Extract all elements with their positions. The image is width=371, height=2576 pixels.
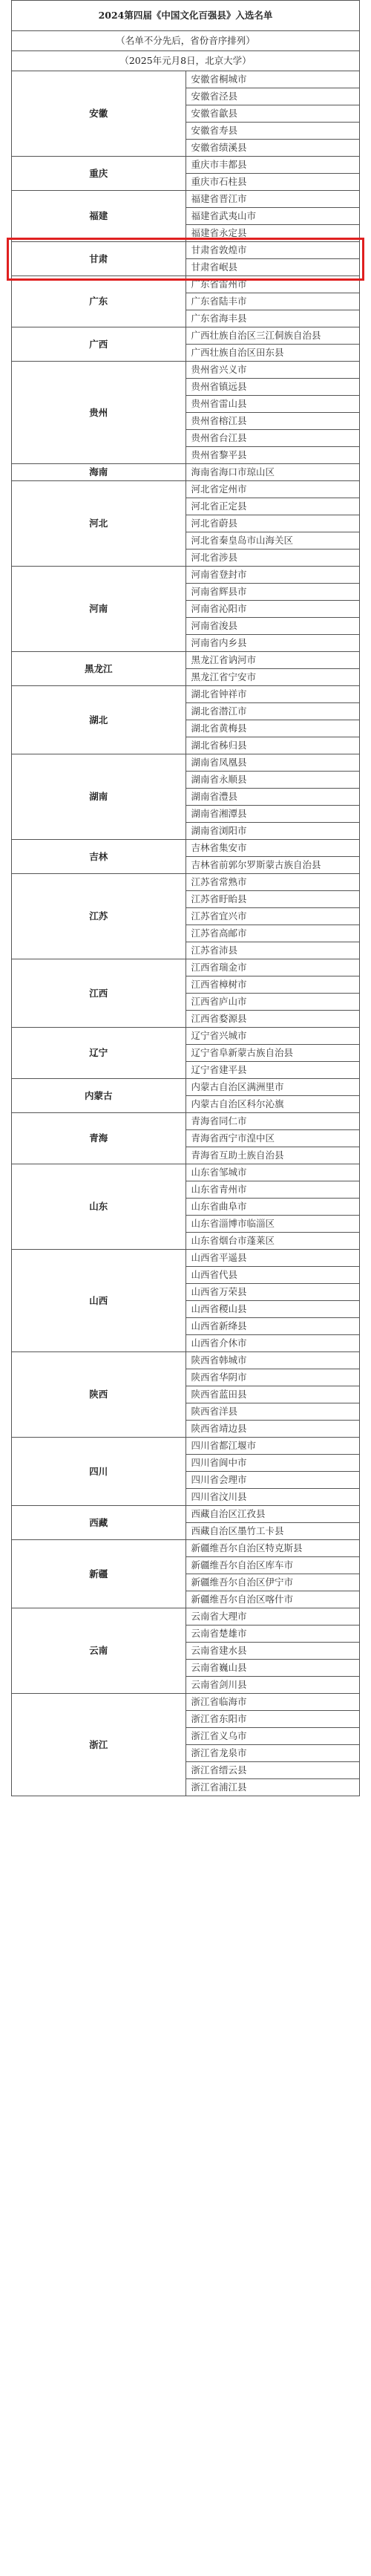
county-name: 福建省晋江市 bbox=[186, 191, 360, 208]
county-name: 浙江省浦江县 bbox=[186, 1779, 360, 1796]
county-name: 广西壮族自治区三江侗族自治县 bbox=[186, 327, 360, 345]
county-name: 陕西省靖边县 bbox=[186, 1421, 360, 1438]
county-name: 山东省淄博市临淄区 bbox=[186, 1216, 360, 1233]
county-name: 河北省涉县 bbox=[186, 550, 360, 567]
county-name: 河北省秦皇岛市山海关区 bbox=[186, 532, 360, 550]
county-row bbox=[12, 1113, 360, 1130]
county-name: 贵州省雷山县 bbox=[186, 396, 360, 413]
province-label: 重庆 bbox=[12, 157, 186, 191]
county-name: 陕西省华阴市 bbox=[186, 1369, 360, 1386]
province-label: 安徽 bbox=[12, 71, 186, 157]
county-name: 河北省正定县 bbox=[186, 498, 360, 515]
county-name: 新疆维吾尔自治区库车市 bbox=[186, 1557, 360, 1574]
county-name: 四川省都江堰市 bbox=[186, 1438, 360, 1455]
county-name: 云南省剑川县 bbox=[186, 1677, 360, 1694]
county-name: 湖南省澧县 bbox=[186, 789, 360, 806]
county-name: 贵州省黎平县 bbox=[186, 447, 360, 464]
province-label: 浙江 bbox=[12, 1694, 186, 1796]
county-row bbox=[12, 481, 360, 498]
county-name: 云南省巍山县 bbox=[186, 1660, 360, 1677]
county-name: 贵州省镇远县 bbox=[186, 379, 360, 396]
county-name: 河南省辉县市 bbox=[186, 584, 360, 601]
county-row bbox=[12, 1079, 360, 1096]
county-name: 安徽省桐城市 bbox=[186, 71, 360, 88]
note-row bbox=[12, 31, 360, 51]
province-label: 山东 bbox=[12, 1164, 186, 1250]
county-name: 河南省浚县 bbox=[186, 618, 360, 635]
county-name: 广东省陆丰市 bbox=[186, 293, 360, 310]
county-name: 安徽省寿县 bbox=[186, 123, 360, 140]
county-name: 江西省瑞金市 bbox=[186, 959, 360, 976]
county-name: 江苏省盱眙县 bbox=[186, 891, 360, 908]
ordering-note: （名单不分先后，省份音序排列） bbox=[12, 31, 360, 51]
county-name: 内蒙古自治区满洲里市 bbox=[186, 1079, 360, 1096]
county-name: 福建省永定县 bbox=[186, 225, 360, 242]
county-name: 江苏省高邮市 bbox=[186, 925, 360, 942]
province-label: 广西 bbox=[12, 327, 186, 362]
county-row bbox=[12, 959, 360, 976]
county-name: 江苏省常熟市 bbox=[186, 874, 360, 891]
county-row bbox=[12, 1438, 360, 1455]
county-row bbox=[12, 362, 360, 379]
county-row bbox=[12, 1352, 360, 1369]
province-label: 新疆 bbox=[12, 1540, 186, 1608]
province-label: 陕西 bbox=[12, 1352, 186, 1438]
county-name: 辽宁省建平县 bbox=[186, 1062, 360, 1079]
selection-list-table bbox=[11, 0, 360, 1796]
county-name: 重庆市丰都县 bbox=[186, 157, 360, 174]
county-name: 西藏自治区墨竹工卡县 bbox=[186, 1523, 360, 1540]
county-name: 湖南省永顺县 bbox=[186, 772, 360, 789]
county-name: 山东省烟台市蓬莱区 bbox=[186, 1233, 360, 1250]
county-name: 湖北省潜江市 bbox=[186, 703, 360, 720]
county-name: 青海省互助土族自治县 bbox=[186, 1147, 360, 1164]
county-name: 广西壮族自治区田东县 bbox=[186, 345, 360, 362]
county-name: 辽宁省兴城市 bbox=[186, 1028, 360, 1045]
county-name: 河南省沁阳市 bbox=[186, 601, 360, 618]
province-label: 云南 bbox=[12, 1608, 186, 1694]
county-name: 浙江省临海市 bbox=[186, 1694, 360, 1711]
county-name: 河南省内乡县 bbox=[186, 635, 360, 652]
county-name: 广东省海丰县 bbox=[186, 310, 360, 327]
county-name: 湖北省秭归县 bbox=[186, 737, 360, 754]
county-name: 山东省邹城市 bbox=[186, 1164, 360, 1181]
county-name: 湖南省凤凰县 bbox=[186, 754, 360, 772]
county-name: 山西省新绛县 bbox=[186, 1318, 360, 1335]
county-row bbox=[12, 242, 360, 259]
county-row bbox=[12, 71, 360, 88]
date-row bbox=[12, 51, 360, 71]
county-row bbox=[12, 1608, 360, 1626]
county-row bbox=[12, 686, 360, 703]
document-title: 2024第四届《中国文化百强县》入选名单 bbox=[12, 1, 360, 31]
county-name: 湖北省黄梅县 bbox=[186, 720, 360, 737]
county-name: 湖南省湘潭县 bbox=[186, 806, 360, 823]
province-label: 内蒙古 bbox=[12, 1079, 186, 1113]
county-name: 黑龙江省讷河市 bbox=[186, 652, 360, 669]
county-name: 陕西省洋县 bbox=[186, 1403, 360, 1421]
province-label: 辽宁 bbox=[12, 1028, 186, 1079]
county-name: 吉林省集安市 bbox=[186, 840, 360, 857]
county-name: 河北省蔚县 bbox=[186, 515, 360, 532]
county-row bbox=[12, 1250, 360, 1267]
county-name: 江苏省沛县 bbox=[186, 942, 360, 959]
county-row bbox=[12, 276, 360, 293]
county-name: 重庆市石柱县 bbox=[186, 174, 360, 191]
county-name: 四川省汶川县 bbox=[186, 1489, 360, 1506]
county-name: 安徽省绩溪县 bbox=[186, 140, 360, 157]
province-label: 河北 bbox=[12, 481, 186, 567]
county-name: 吉林省前郭尔罗斯蒙古族自治县 bbox=[186, 857, 360, 874]
county-name: 内蒙古自治区科尔沁旗 bbox=[186, 1096, 360, 1113]
province-label: 西藏 bbox=[12, 1506, 186, 1540]
county-name: 浙江省龙泉市 bbox=[186, 1745, 360, 1762]
county-row bbox=[12, 754, 360, 772]
province-label: 江苏 bbox=[12, 874, 186, 959]
county-name: 河南省登封市 bbox=[186, 567, 360, 584]
county-row bbox=[12, 191, 360, 208]
county-name: 青海省西宁市湟中区 bbox=[186, 1130, 360, 1147]
county-row bbox=[12, 327, 360, 345]
county-name: 安徽省歙县 bbox=[186, 105, 360, 123]
county-name: 陕西省蓝田县 bbox=[186, 1386, 360, 1403]
county-name: 甘肃省敦煌市 bbox=[186, 242, 360, 259]
county-name: 江西省樟树市 bbox=[186, 976, 360, 994]
county-name: 山东省青州市 bbox=[186, 1181, 360, 1199]
province-label: 甘肃 bbox=[12, 242, 186, 276]
county-name: 甘肃省岷县 bbox=[186, 259, 360, 276]
county-name: 四川省阆中市 bbox=[186, 1455, 360, 1472]
county-name: 海南省海口市琼山区 bbox=[186, 464, 360, 481]
county-row bbox=[12, 874, 360, 891]
county-name: 新疆维吾尔自治区伊宁市 bbox=[186, 1574, 360, 1591]
county-row bbox=[12, 840, 360, 857]
county-row bbox=[12, 1540, 360, 1557]
county-name: 贵州省兴义市 bbox=[186, 362, 360, 379]
county-name: 浙江省东阳市 bbox=[186, 1711, 360, 1728]
province-label: 福建 bbox=[12, 191, 186, 242]
county-name: 安徽省泾县 bbox=[186, 88, 360, 105]
county-name: 云南省建水县 bbox=[186, 1643, 360, 1660]
county-name: 广东省雷州市 bbox=[186, 276, 360, 293]
county-name: 云南省大理市 bbox=[186, 1608, 360, 1626]
county-name: 浙江省缙云县 bbox=[186, 1762, 360, 1779]
county-name: 山东省曲阜市 bbox=[186, 1199, 360, 1216]
province-label: 海南 bbox=[12, 464, 186, 481]
county-name: 新疆维吾尔自治区喀什市 bbox=[186, 1591, 360, 1608]
province-label: 湖南 bbox=[12, 754, 186, 840]
county-name: 新疆维吾尔自治区特克斯县 bbox=[186, 1540, 360, 1557]
county-name: 山西省平遥县 bbox=[186, 1250, 360, 1267]
county-row bbox=[12, 1028, 360, 1045]
county-row bbox=[12, 157, 360, 174]
province-label: 河南 bbox=[12, 567, 186, 652]
county-name: 江西省庐山市 bbox=[186, 994, 360, 1011]
county-name: 江苏省宜兴市 bbox=[186, 908, 360, 925]
province-label: 黑龙江 bbox=[12, 652, 186, 686]
county-name: 福建省武夷山市 bbox=[186, 208, 360, 225]
province-label: 广东 bbox=[12, 276, 186, 327]
county-name: 黑龙江省宁安市 bbox=[186, 669, 360, 686]
county-name: 山西省稷山县 bbox=[186, 1301, 360, 1318]
county-name: 云南省楚雄市 bbox=[186, 1626, 360, 1643]
county-row bbox=[12, 652, 360, 669]
county-row bbox=[12, 567, 360, 584]
county-row bbox=[12, 464, 360, 481]
county-name: 西藏自治区江孜县 bbox=[186, 1506, 360, 1523]
county-name: 辽宁省阜新蒙古族自治县 bbox=[186, 1045, 360, 1062]
county-name: 湖南省浏阳市 bbox=[186, 823, 360, 840]
county-name: 河北省定州市 bbox=[186, 481, 360, 498]
county-name: 青海省同仁市 bbox=[186, 1113, 360, 1130]
province-label: 贵州 bbox=[12, 362, 186, 464]
province-label: 山西 bbox=[12, 1250, 186, 1352]
county-name: 浙江省义乌市 bbox=[186, 1728, 360, 1745]
province-label: 青海 bbox=[12, 1113, 186, 1164]
county-name: 湖北省钟祥市 bbox=[186, 686, 360, 703]
county-row bbox=[12, 1694, 360, 1711]
county-name: 陕西省韩城市 bbox=[186, 1352, 360, 1369]
table-body bbox=[12, 1, 360, 1796]
county-name: 四川省会理市 bbox=[186, 1472, 360, 1489]
title-row bbox=[12, 1, 360, 31]
date-source-note: （2025年元月8日，北京大学） bbox=[12, 51, 360, 71]
county-row bbox=[12, 1506, 360, 1523]
county-name: 贵州省榕江县 bbox=[186, 413, 360, 430]
county-name: 山西省代县 bbox=[186, 1267, 360, 1284]
county-name: 山西省万荣县 bbox=[186, 1284, 360, 1301]
province-label: 江西 bbox=[12, 959, 186, 1028]
county-name: 贵州省台江县 bbox=[186, 430, 360, 447]
county-row bbox=[12, 1164, 360, 1181]
province-label: 四川 bbox=[12, 1438, 186, 1506]
province-label: 湖北 bbox=[12, 686, 186, 754]
province-label: 吉林 bbox=[12, 840, 186, 874]
county-name: 山西省介休市 bbox=[186, 1335, 360, 1352]
county-name: 江西省婺源县 bbox=[186, 1011, 360, 1028]
